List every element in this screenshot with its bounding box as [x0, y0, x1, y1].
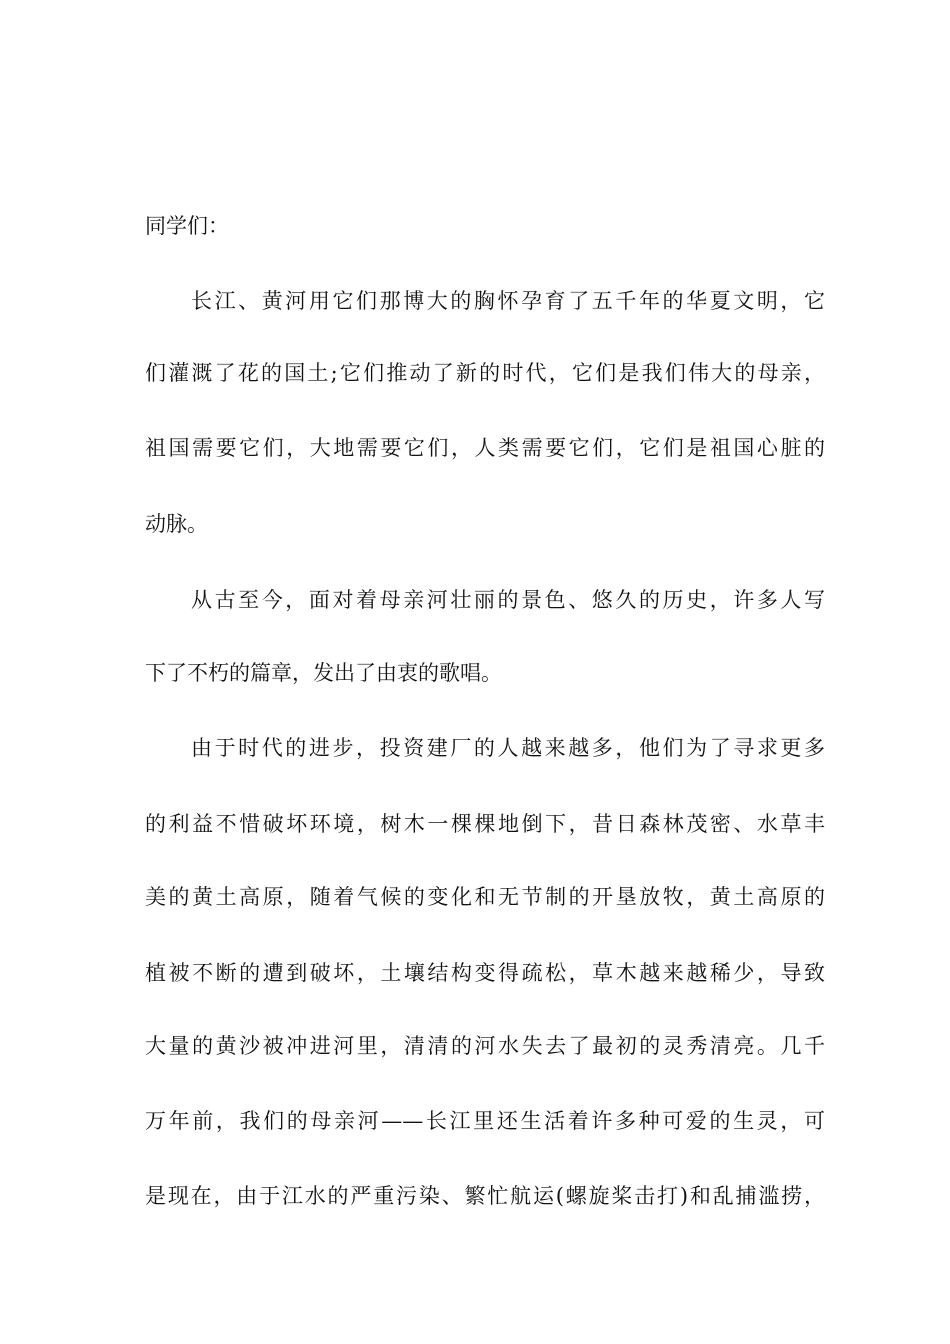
paragraph-3-line-4: 植被不断的遭到破坏，土壤结构变得疏松，草木越来越稀少，导致	[145, 961, 825, 985]
paragraph-1-line-2: 们灌溉了花的国土;它们推动了新的时代，它们是我们伟大的母亲，	[145, 361, 825, 385]
paragraph-3-line-3: 美的黄土高原，随着气候的变化和无节制的开垦放牧，黄土高原的	[145, 885, 825, 909]
paragraph-1-line-1: 长江、黄河用它们那博大的胸怀孕育了五千年的华夏文明，它	[191, 289, 825, 313]
paragraph-3-line-6: 万年前，我们的母亲河——长江里还生活着许多种可爱的生灵，可	[145, 1109, 825, 1133]
paragraph-1-line-3: 祖国需要它们，大地需要它们，人类需要它们，它们是祖国心脏的	[145, 436, 825, 460]
paragraph-3-line-2: 的利益不惜破坏环境，树木一棵棵地倒下，昔日森林茂密、水草丰	[145, 812, 825, 836]
paragraph-2-line-1: 从古至今，面对着母亲河壮丽的景色、悠久的历史，许多人写	[191, 588, 825, 612]
paragraph-3-line-7: 是现在，由于江水的严重污染、繁忙航运(螺旋桨击打)和乱捕滥捞，	[145, 1184, 825, 1208]
salutation-line: 同学们：	[145, 214, 229, 238]
paragraph-3-line-1: 由于时代的进步，投资建厂的人越来越多，他们为了寻求更多	[191, 736, 825, 760]
paragraph-1-line-4: 动脉。	[145, 512, 208, 536]
paragraph-2-line-2: 下了不朽的篇章，发出了由衷的歌唱。	[145, 661, 502, 685]
paragraph-3-line-5: 大量的黄沙被冲进河里，清清的河水失去了最初的灵秀清亮。几千	[145, 1034, 825, 1058]
